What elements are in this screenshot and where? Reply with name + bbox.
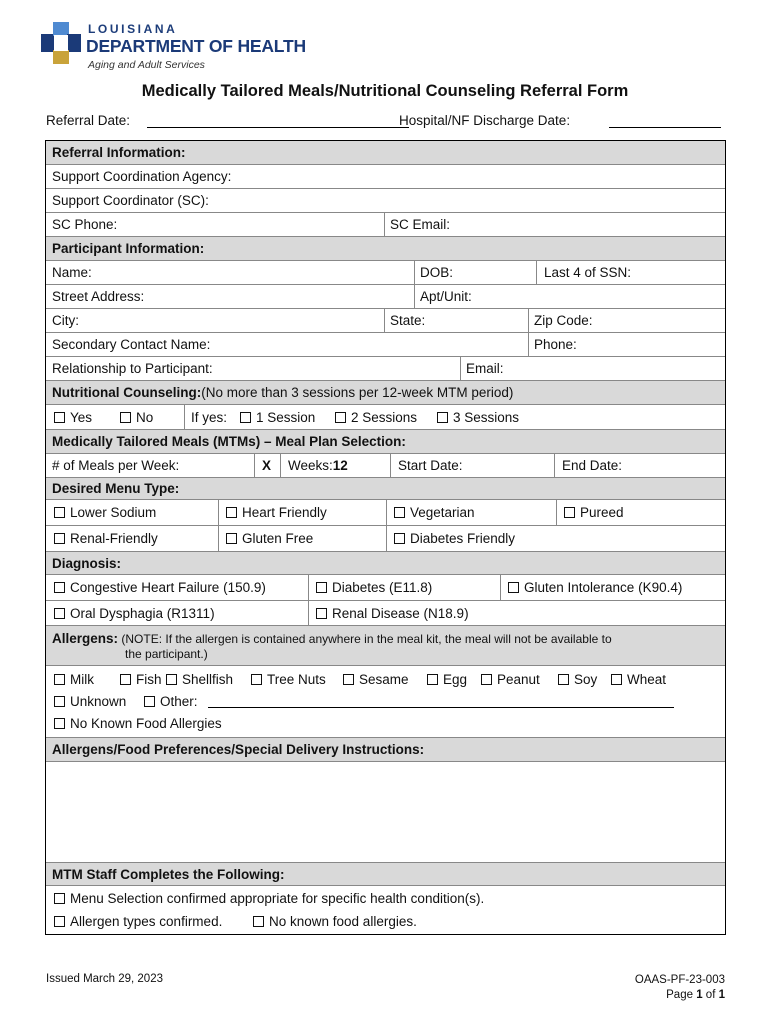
participant-email-field[interactable]: Email: [466,361,504,376]
referral-info-header: Referral Information: [46,141,725,165]
discharge-date-label: Hospital/NF Discharge Date: [399,113,571,128]
agency-row[interactable] [46,165,725,189]
allergens-header: Allergens: (NOTE: If the allergen is contained anywhere in the meal kit, the meal will not be available to the participant.) [46,626,725,666]
counseling-options-row [46,405,725,430]
allergen-confirmed-checkbox[interactable]: Allergen types confirmed. [54,910,222,932]
renal-friendly-checkbox[interactable]: Renal-Friendly [54,526,158,551]
diabetes-friendly-checkbox[interactable]: Diabetes Friendly [394,526,515,551]
meal-plan-row [46,454,725,478]
three-sessions-checkbox[interactable]: 3 Sessions [437,405,519,429]
street-field[interactable]: Street Address: [52,289,145,304]
logo-state: LOUISIANA [88,22,178,36]
state-field[interactable]: State: [390,313,426,328]
preferences-header: Allergens/Food Preferences/Special Delivery Instructions: [46,738,725,762]
logo-office: Aging and Adult Services [88,59,205,71]
peanut-checkbox[interactable]: Peanut [481,668,540,690]
other-allergen-field[interactable] [208,693,674,708]
renal-disease-checkbox[interactable]: Renal Disease (N18.9) [316,601,469,625]
diabetes-checkbox[interactable]: Diabetes (E11.8) [316,575,432,600]
multiply-sign: X [262,458,272,473]
other-checkbox[interactable]: Other: [144,690,198,712]
shellfish-checkbox[interactable]: Shellfish [166,668,233,690]
agency-label: Support Coordination Agency: [52,169,232,184]
allergen-options [46,666,725,738]
sc-contact-row [46,213,725,237]
two-sessions-checkbox[interactable]: 2 Sessions [335,405,417,429]
weeks-value: Weeks: 12 [288,458,348,473]
tree-nuts-checkbox[interactable]: Tree Nuts [251,668,326,690]
city-field[interactable]: City: [52,313,79,328]
ssn-field[interactable]: Last 4 of SSN: [544,265,632,280]
apt-field[interactable]: Apt/Unit: [420,289,472,304]
name-field[interactable]: Name: [52,265,92,280]
no-known-allergies-checkbox[interactable]: No Known Food Allergies [54,712,222,734]
secondary-contact-field[interactable]: Secondary Contact Name: [52,337,211,352]
heart-friendly-checkbox[interactable]: Heart Friendly [226,500,327,525]
gluten-intolerance-checkbox[interactable]: Gluten Intolerance (K90.4) [508,575,682,600]
soy-checkbox[interactable]: Soy [558,668,597,690]
sc-email-field[interactable]: SC Email: [390,217,451,232]
oral-dysphagia-checkbox[interactable]: Oral Dysphagia (R1311) [54,601,215,625]
footer-right [635,973,725,1003]
menu-type-row-1 [46,500,725,526]
wheat-checkbox[interactable]: Wheat [611,668,666,690]
preferences-textarea[interactable] [46,762,725,863]
diagnosis-row-2 [46,601,725,626]
discharge-date-field[interactable] [609,113,721,128]
secondary-phone-field[interactable]: Phone: [534,337,577,352]
menu-type-row-2 [46,526,725,552]
page-number: Page 1 of 1 [666,989,725,1001]
referral-form-table [45,140,726,935]
name-row [46,261,725,285]
referral-date-row [46,113,726,133]
mtm-staff-header: MTM Staff Completes the Following: [46,863,725,886]
referral-date-field[interactable] [147,113,409,128]
relationship-row [46,357,725,381]
form-id: OAAS-PF-23-003 [634,974,725,986]
unknown-checkbox[interactable]: Unknown [54,690,126,712]
logo [41,22,331,70]
if-yes-label: If yes: [191,409,228,425]
one-session-checkbox[interactable]: 1 Session [240,405,315,429]
fish-checkbox[interactable]: Fish [120,668,162,690]
counseling-no-checkbox[interactable]: No [120,405,153,429]
form-title: Medically Tailored Meals/Nutritional Counseling Referral Form [141,82,629,100]
lower-sodium-checkbox[interactable]: Lower Sodium [54,500,156,525]
diagnosis-row-1 [46,575,725,601]
secondary-contact-row [46,333,725,357]
coordinator-row[interactable] [46,189,725,213]
chf-checkbox[interactable]: Congestive Heart Failure (150.9) [54,575,266,600]
logo-department: DEPARTMENT OF HEALTH [86,36,306,56]
menu-type-header: Desired Menu Type: [46,478,725,500]
menu-confirmed-checkbox[interactable]: Menu Selection confirmed appropriate for specific health condition(s). [54,887,484,909]
sesame-checkbox[interactable]: Sesame [343,668,409,690]
street-row [46,285,725,309]
relationship-field[interactable]: Relationship to Participant: [52,361,213,376]
issued-date: Issued March 29, 2023 [46,973,163,985]
city-row [46,309,725,333]
dob-field[interactable]: DOB: [420,265,454,280]
egg-checkbox[interactable]: Egg [427,668,467,690]
health-cross-icon [41,22,81,64]
mtm-header: Medically Tailored Meals (MTMs) – Meal Plan Selection: [46,430,725,454]
participant-info-header: Participant Information: [46,237,725,261]
pureed-checkbox[interactable]: Pureed [564,500,624,525]
no-known-food-allergies-checkbox[interactable]: No known food allergies. [253,910,417,932]
start-date-field[interactable]: Start Date: [398,458,463,473]
coordinator-label: Support Coordinator (SC): [52,193,209,208]
mtm-staff-section [46,886,725,934]
sc-phone-field[interactable]: SC Phone: [52,217,118,232]
vegetarian-checkbox[interactable]: Vegetarian [394,500,475,525]
diagnosis-header: Diagnosis: [46,552,725,575]
zip-field[interactable]: Zip Code: [534,313,593,328]
referral-date-label: Referral Date: [46,113,131,128]
end-date-field[interactable]: End Date: [562,458,623,473]
meals-per-week-field[interactable]: # of Meals per Week: [52,458,180,473]
gluten-free-checkbox[interactable]: Gluten Free [226,526,313,551]
counseling-yes-checkbox[interactable]: Yes [54,405,92,429]
nutritional-counseling-header: Nutritional Counseling: (No more than 3 sessions per 12-week MTM period) [46,381,725,405]
milk-checkbox[interactable]: Milk [54,668,94,690]
